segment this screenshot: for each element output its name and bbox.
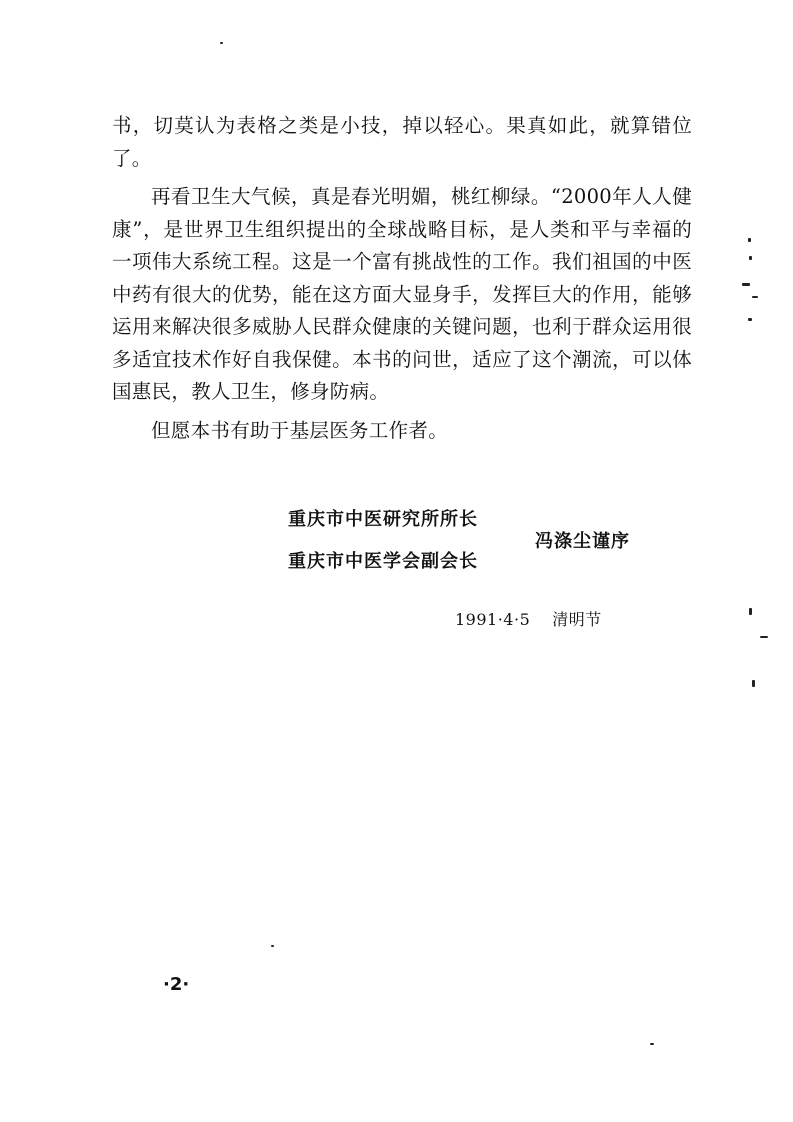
date-numeric: 1991·4·5 bbox=[455, 610, 531, 629]
scan-speck bbox=[271, 945, 274, 947]
signature-title-2: 重庆市中医学会副会长 bbox=[288, 551, 478, 572]
date-line bbox=[455, 607, 602, 630]
scan-speck bbox=[220, 42, 223, 44]
paragraph-1: 书，切莫认为表格之类是小技，掉以轻心。果真如此，就算错位了。 bbox=[112, 114, 692, 170]
scan-speck bbox=[748, 238, 751, 242]
page-number: ·2· bbox=[163, 974, 190, 995]
scan-speck bbox=[752, 680, 755, 687]
scan-speck bbox=[752, 296, 758, 298]
scan-speck bbox=[742, 283, 750, 286]
preface-body bbox=[112, 110, 692, 453]
paragraph-3: 但愿本书有助于基层医务工作者。 bbox=[151, 418, 449, 442]
signature-name: 冯涤尘谨序 bbox=[535, 531, 630, 552]
scan-speck bbox=[749, 608, 752, 615]
date-festival: 清明节 bbox=[552, 610, 602, 629]
scan-speck bbox=[650, 1043, 654, 1045]
signature-title-1: 重庆市中医研究所所长 bbox=[288, 509, 478, 530]
scan-speck bbox=[749, 256, 752, 260]
signature-block bbox=[288, 505, 688, 575]
scan-speck bbox=[748, 318, 752, 321]
scan-speck bbox=[760, 636, 768, 638]
paragraph-2: 再看卫生大气候，真是春光明媚，桃红柳绿。“2000年人人健康”，是世界卫生组织提出的全球战略目标，是人类和平与幸福的一项伟大系统工程。这是一个富有挑战性的工作。我们祖国的中医中药有很大的优势，能在这方面大显身手，发挥巨大的作用，能够运用来解决很多威胁人民群众健康的关键问题，也利于群众运用很多适宜技术作好自我保健。本书的问世，适应了这个潮流，可以体国惠民，教人卫生，修身防病。 bbox=[112, 185, 692, 403]
